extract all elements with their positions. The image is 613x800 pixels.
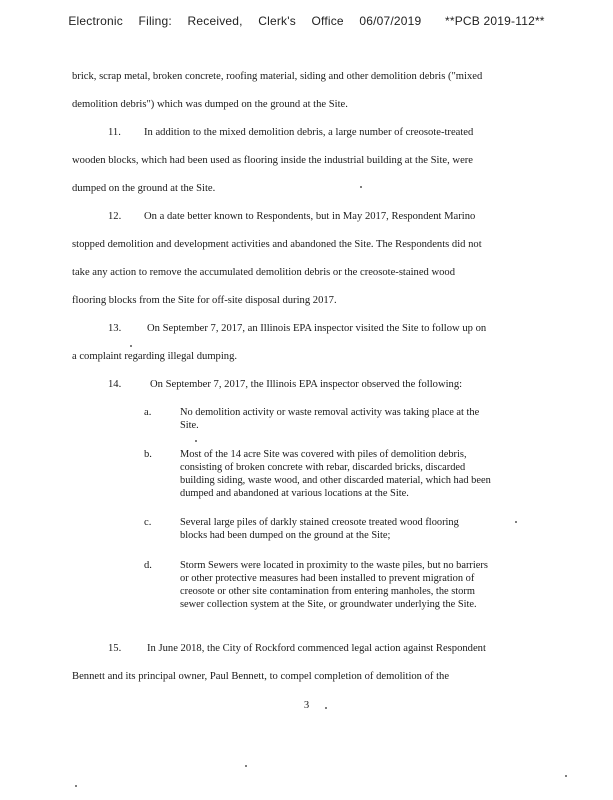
subitem-a-letter: a. xyxy=(144,407,152,418)
subitem-b-line-4: dumped and abandoned at various locations at the Site. xyxy=(180,488,409,499)
p11-number: 11. xyxy=(108,127,121,138)
subitem-b-letter: b. xyxy=(144,449,152,460)
scan-speck xyxy=(565,775,567,777)
header-date: 06/07/2019 xyxy=(359,14,422,28)
page-number: 3 xyxy=(303,700,310,711)
scan-speck xyxy=(245,765,247,767)
p12-line-2: stopped demolition and development activities and abandoned the Site. The Respondents did not xyxy=(72,239,482,250)
subitem-d-letter: d. xyxy=(144,560,152,571)
subitem-c-line-1: Several large piles of darkly stained creosote treated wood flooring xyxy=(180,517,459,528)
p14-first-line: On September 7, 2017, the Illinois EPA inspector observed the following: xyxy=(150,379,463,390)
p10-line-1: brick, scrap metal, broken concrete, roofing material, siding and other demolition debris ("mixed xyxy=(72,71,483,82)
header-received: Received, xyxy=(187,14,243,28)
subitem-d-line-2: or other protective measures had been installed to prevent migration of xyxy=(180,573,475,584)
subitem-b-line-2: consisting of broken concrete with rebar, discarded bricks, discarded xyxy=(180,462,466,473)
scan-speck xyxy=(360,186,362,188)
header-electronic: Electronic xyxy=(68,14,123,28)
p15-line-2: Bennett and its principal owner, Paul Bennett, to compel completion of demolition of the xyxy=(72,671,450,682)
p13-line-2: a complaint regarding illegal dumping. xyxy=(72,351,238,362)
filing-header xyxy=(0,14,613,28)
p15-number: 15. xyxy=(108,643,122,654)
header-office: Office xyxy=(311,14,344,28)
header-docket: **PCB 2019-112** xyxy=(444,14,545,28)
p10-line-2: demolition debris") which was dumped on the ground at the Site. xyxy=(72,99,348,110)
header-filing: Filing: xyxy=(138,14,172,28)
subitem-d-line-4: sewer collection system at the Site, or groundwater underlying the Site. xyxy=(180,599,477,610)
subitem-d-line-3: creosote or other site contamination from entering manholes, the storm xyxy=(180,586,475,597)
p15-first-line: In June 2018, the City of Rockford commenced legal action against Respondent xyxy=(147,643,486,654)
subitem-a-line-1: No demolition activity or waste removal activity was taking place at the xyxy=(180,407,480,418)
p13-first-line: On September 7, 2017, an Illinois EPA inspector visited the Site to follow up on xyxy=(147,323,487,334)
scan-speck xyxy=(75,785,77,787)
subitem-b-line-1: Most of the 14 acre Site was covered with piles of demolition debris, xyxy=(180,449,467,460)
p12-number: 12. xyxy=(108,211,122,222)
scan-speck xyxy=(130,345,132,347)
p12-line-4: flooring blocks from the Site for off-site disposal during 2017. xyxy=(72,295,337,306)
subitem-b-line-3: building siding, waste wood, and other discarded material, which had been xyxy=(180,475,491,486)
header-clerks: Clerk's xyxy=(258,14,296,28)
p11-line-2: wooden blocks, which had been used as flooring inside the industrial building at the Site, were xyxy=(72,155,474,166)
p11-line-3: dumped on the ground at the Site. xyxy=(72,183,216,194)
p13-number: 13. xyxy=(108,323,122,334)
scan-speck xyxy=(515,521,517,523)
p12-line-3: take any action to remove the accumulated demolition debris or the creosote-stained wood xyxy=(72,267,456,278)
scan-speck xyxy=(195,440,197,442)
subitem-a-line-2: Site. xyxy=(180,420,199,431)
p11-first-line: In addition to the mixed demolition debris, a large number of creosote-treated xyxy=(144,127,474,138)
p14-number: 14. xyxy=(108,379,122,390)
subitem-d-line-1: Storm Sewers were located in proximity to the waste piles, but no barriers xyxy=(180,560,488,571)
p12-first-line: On a date better known to Respondents, but in May 2017, Respondent Marino xyxy=(144,211,476,222)
scan-speck xyxy=(325,707,327,709)
subitem-c-letter: c. xyxy=(144,517,152,528)
subitem-c-line-2: blocks had been dumped on the ground at the Site; xyxy=(180,530,391,541)
